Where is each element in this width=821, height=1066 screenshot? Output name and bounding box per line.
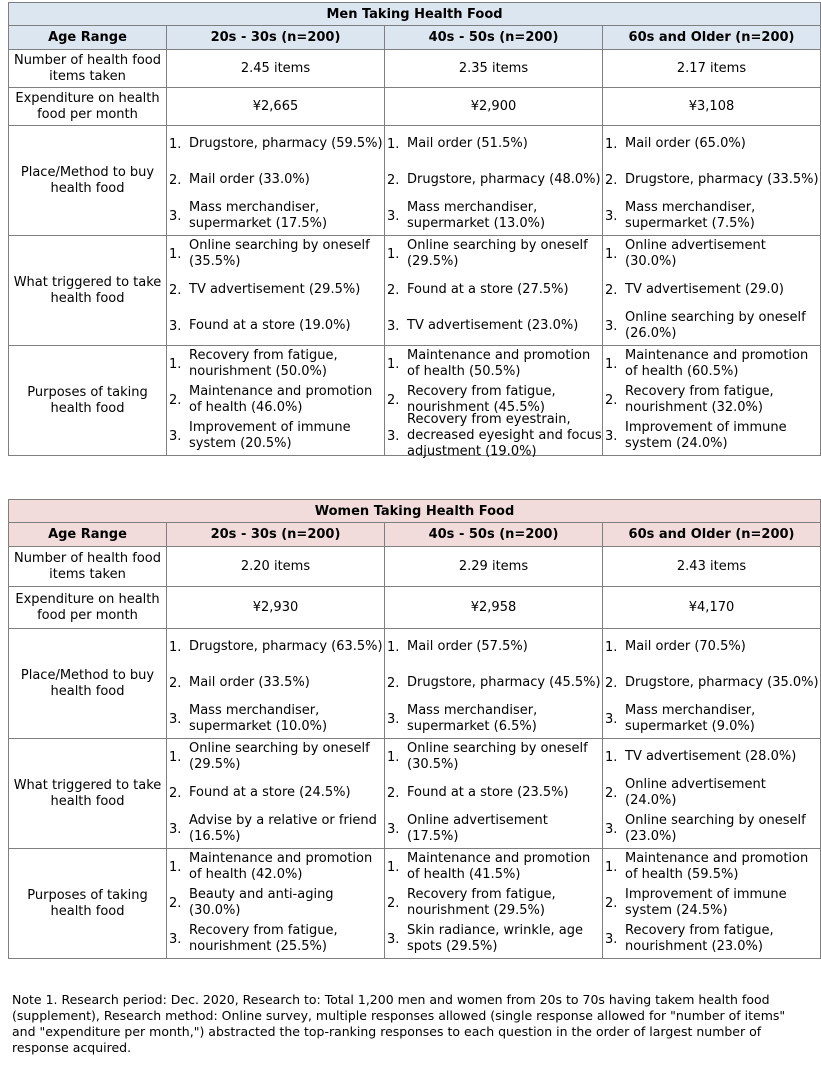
ranked-item [167,629,384,665]
row-label-purpose: Purposes of taking health food [9,346,167,456]
ranked-item [167,346,384,382]
rank-number: 2. [387,172,400,188]
men-place-col-0 [167,126,385,236]
women-expenditure-0: ¥2,930 [167,587,385,629]
men-expenditure-2: ¥3,108 [603,88,821,126]
rank-text: Online advertisement (30.0%) [625,238,766,269]
rank-text: Beauty and anti-aging (30.0%) [189,887,334,918]
women-row-trigger [9,739,821,849]
rank-number: 3. [387,931,400,947]
rank-text: Mail order (33.0%) [189,172,310,187]
row-label-trigger: What triggered to take health food [9,236,167,346]
rank-text: Improvement of immune system (20.5%) [189,420,351,451]
rank-number: 2. [605,172,618,188]
ranked-item [385,775,602,811]
rank-number: 3. [169,208,182,224]
rank-text: Found at a store (27.5%) [407,282,569,297]
rank-text: Mass merchandiser, supermarket (6.5%) [407,703,538,734]
ranked-item [167,198,384,234]
rank-text: Maintenance and promotion of health (50.5%) [407,348,591,379]
row-label-expenditure: Expenditure on health food per month [9,88,167,126]
ranked-item [167,701,384,737]
women-row-purpose [9,849,821,959]
rank-text: Online searching by oneself (29.5%) [407,238,588,269]
row-label-place: Place/Method to buy health food [9,629,167,739]
rank-text: TV advertisement (29.5%) [189,282,361,297]
rank-number: 2. [169,895,182,911]
rank-number: 3. [387,821,400,837]
rank-text: Found at a store (19.0%) [189,318,351,333]
col-20s-30s: 20s - 30s (n=200) [167,523,385,547]
rank-number: 2. [605,675,618,691]
ranked-item [167,665,384,701]
ranked-item [385,162,602,198]
rank-text: Recovery from fatigue, nourishment (45.5%) [407,384,556,415]
women-items-2: 2.43 items [603,547,821,587]
women-purpose-col-0 [167,849,385,959]
rank-text: Improvement of immune system (24.0%) [625,420,787,451]
ranked-item [167,921,384,957]
rank-number: 3. [605,318,618,334]
rank-text: TV advertisement (23.0%) [407,318,579,333]
ranked-item [167,739,384,775]
men-trigger-col-1 [385,236,603,346]
rank-text: Maintenance and promotion of health (42.0%) [189,851,373,882]
rank-number: 3. [387,711,400,727]
men-trigger-col-0 [167,236,385,346]
rank-number: 3. [605,931,618,947]
ranked-item [385,308,602,344]
ranked-item [385,272,602,308]
men-row-expenditure [9,88,821,126]
rank-text: Drugstore, pharmacy (35.0%) [625,675,819,690]
rank-text: Mail order (33.5%) [189,675,310,690]
ranked-item [385,811,602,847]
ranked-item [603,418,820,454]
rank-number: 1. [169,639,182,655]
men-row-trigger [9,236,821,346]
women-row-place [9,629,821,739]
rank-text: Recovery from fatigue, nourishment (29.5%) [407,887,556,918]
rank-text: Mail order (57.5%) [407,639,528,654]
rank-number: 1. [169,136,182,152]
ranked-item [167,308,384,344]
rank-number: 2. [387,785,400,801]
men-expenditure-0: ¥2,665 [167,88,385,126]
rank-number: 3. [169,931,182,947]
rank-text: Mass merchandiser, supermarket (7.5%) [625,200,756,231]
rank-number: 1. [605,639,618,655]
rank-number: 1. [387,356,400,372]
rank-number: 2. [605,392,618,408]
men-purpose-col-0 [167,346,385,456]
ranked-item [603,921,820,957]
rank-text: Found at a store (23.5%) [407,785,569,800]
ranked-item [385,885,602,921]
rank-text: TV advertisement (29.0) [625,282,784,297]
col-60s-older: 60s and Older (n=200) [603,523,821,547]
rank-number: 2. [169,675,182,691]
ranked-item [385,701,602,737]
rank-number: 1. [387,246,400,262]
women-place-col-2 [603,629,821,739]
ranked-item [603,308,820,344]
ranked-item [167,418,384,454]
ranked-item [167,775,384,811]
rank-text: Advise by a relative or friend (16.5%) [189,813,377,844]
men-items-1: 2.35 items [385,50,603,88]
women-trigger-col-1 [385,739,603,849]
rank-text: Skin radiance, wrinkle, age spots (29.5%) [407,923,584,954]
rank-number: 1. [387,859,400,875]
rank-number: 3. [387,428,400,444]
rank-number: 1. [169,859,182,875]
rank-number: 3. [169,428,182,444]
men-purpose-col-1 [385,346,603,459]
rank-number: 1. [387,136,400,152]
ranked-item [603,885,820,921]
ranked-item [385,412,602,459]
rank-text: TV advertisement (28.0%) [625,749,797,764]
rank-number: 2. [169,172,182,188]
men-table [8,2,821,459]
ranked-item [385,849,602,885]
row-label-trigger: What triggered to take health food [9,739,167,849]
women-place-col-1 [385,629,603,739]
rank-text: Mail order (51.5%) [407,136,528,151]
rank-number: 3. [169,318,182,334]
rank-text: Mass merchandiser, supermarket (13.0%) [407,200,546,231]
women-purpose-col-1 [385,849,603,959]
ranked-item [167,236,384,272]
rank-number: 3. [605,711,618,727]
men-items-2: 2.17 items [603,50,821,88]
col-age-range: Age Range [9,26,167,50]
col-20s-30s: 20s - 30s (n=200) [167,26,385,50]
ranked-item [385,739,602,775]
rank-number: 3. [387,318,400,334]
rank-text: Recovery from eyestrain, decreased eyesight and focus adjustment (19.0%) [407,412,602,459]
rank-number: 2. [169,282,182,298]
row-label-place: Place/Method to buy health food [9,126,167,236]
ranked-item [385,346,602,382]
rank-number: 1. [169,749,182,765]
rank-number: 3. [387,208,400,224]
row-label-purpose: Purposes of taking health food [9,849,167,959]
row-label-items: Number of health food items taken [9,50,167,88]
rank-number: 2. [169,785,182,801]
rank-text: Online searching by oneself (30.5%) [407,741,588,772]
ranked-item [167,126,384,162]
men-trigger-col-2 [603,236,821,346]
rank-text: Recovery from fatigue, nourishment (25.5%) [189,923,338,954]
women-trigger-col-2 [603,739,821,849]
women-items-0: 2.20 items [167,547,385,587]
rank-number: 1. [169,246,182,262]
men-place-col-2 [603,126,821,236]
rank-text: Online searching by oneself (35.5%) [189,238,370,269]
rank-text: Online advertisement (17.5%) [407,813,548,844]
rank-text: Maintenance and promotion of health (60.5%) [625,348,809,379]
ranked-item [603,198,820,234]
rank-text: Recovery from fatigue, nourishment (50.0%) [189,348,338,379]
women-purpose-col-2 [603,849,821,959]
rank-text: Drugstore, pharmacy (59.5%) [189,136,383,151]
rank-text: Online searching by oneself (29.5%) [189,741,370,772]
col-40s-50s: 40s - 50s (n=200) [385,26,603,50]
ranked-item [603,775,820,811]
rank-text: Mass merchandiser, supermarket (17.5%) [189,200,328,231]
rank-number: 1. [605,749,618,765]
rank-number: 2. [605,785,618,801]
rank-number: 2. [387,282,400,298]
ranked-item [603,236,820,272]
women-row-expenditure [9,587,821,629]
rank-text: Mass merchandiser, supermarket (10.0%) [189,703,328,734]
men-row-place [9,126,821,236]
rank-text: Found at a store (24.5%) [189,785,351,800]
rank-text: Maintenance and promotion of health (41.5%) [407,851,591,882]
rank-number: 1. [605,859,618,875]
rank-number: 3. [169,711,182,727]
col-60s-older: 60s and Older (n=200) [603,26,821,50]
rank-number: 2. [605,895,618,911]
rank-text: Mail order (65.0%) [625,136,746,151]
rank-number: 3. [605,208,618,224]
rank-text: Recovery from fatigue, nourishment (23.0%) [625,923,774,954]
ranked-item [385,236,602,272]
rank-number: 1. [387,749,400,765]
men-purpose-col-2 [603,346,821,456]
women-table-title: Women Taking Health Food [9,500,821,523]
men-place-col-1 [385,126,603,236]
row-label-expenditure: Expenditure on health food per month [9,587,167,629]
men-items-0: 2.45 items [167,50,385,88]
rank-number: 1. [605,356,618,372]
ranked-item [385,665,602,701]
rank-number: 2. [387,675,400,691]
rank-number: 3. [605,428,618,444]
men-row-purpose [9,346,821,456]
women-expenditure-2: ¥4,170 [603,587,821,629]
row-label-items: Number of health food items taken [9,547,167,587]
rank-text: Mail order (70.5%) [625,639,746,654]
rank-text: Online advertisement (24.0%) [625,777,766,808]
ranked-item [603,162,820,198]
rank-number: 1. [387,639,400,655]
ranked-item [603,126,820,162]
rank-number: 1. [605,136,618,152]
ranked-item [385,629,602,665]
rank-text: Recovery from fatigue, nourishment (32.0%) [625,384,774,415]
ranked-item [603,701,820,737]
ranked-item [167,811,384,847]
research-note: Note 1. Research period: Dec. 2020, Research to: Total 1,200 men and women from 20s to 70s having takem health food (supplement), Research method: Online survey, multiple responses allowed (single response allowed for "number of items" and "expenditure per month,") abstracted the top-ranking responses to each question in the order of largest number of response acquired. [12,992,786,1055]
rank-number: 1. [169,356,182,372]
ranked-item [603,382,820,418]
rank-text: Maintenance and promotion of health (46.0%) [189,384,373,415]
ranked-item [167,162,384,198]
rank-number: 2. [387,392,400,408]
ranked-item [603,272,820,308]
rank-number: 3. [169,821,182,837]
women-items-1: 2.29 items [385,547,603,587]
rank-number: 3. [605,821,618,837]
rank-text: Improvement of immune system (24.5%) [625,887,787,918]
rank-number: 2. [387,895,400,911]
rank-text: Drugstore, pharmacy (45.5%) [407,675,601,690]
col-40s-50s: 40s - 50s (n=200) [385,523,603,547]
rank-text: Drugstore, pharmacy (33.5%) [625,172,819,187]
women-expenditure-1: ¥2,958 [385,587,603,629]
ranked-item [603,739,820,775]
rank-text: Maintenance and promotion of health (59.5%) [625,851,809,882]
ranked-item [603,665,820,701]
ranked-item [167,272,384,308]
ranked-item [603,849,820,885]
ranked-item [385,126,602,162]
men-expenditure-1: ¥2,900 [385,88,603,126]
ranked-item [603,811,820,847]
women-trigger-col-0 [167,739,385,849]
rank-text: Online searching by oneself (26.0%) [625,310,806,341]
ranked-item [167,382,384,418]
ranked-item [385,921,602,957]
ranked-item [603,346,820,382]
rank-text: Online searching by oneself (23.0%) [625,813,806,844]
ranked-item [167,849,384,885]
ranked-item [385,198,602,234]
rank-number: 2. [169,392,182,408]
rank-text: Mass merchandiser, supermarket (9.0%) [625,703,756,734]
ranked-item [603,629,820,665]
men-table-title: Men Taking Health Food [9,3,821,26]
women-row-items [9,547,821,587]
rank-number: 1. [605,246,618,262]
rank-text: Drugstore, pharmacy (48.0%) [407,172,601,187]
women-place-col-0 [167,629,385,739]
col-age-range: Age Range [9,523,167,547]
men-row-items [9,50,821,88]
women-table [8,499,821,959]
rank-number: 2. [605,282,618,298]
rank-text: Drugstore, pharmacy (63.5%) [189,639,383,654]
ranked-item [167,885,384,921]
